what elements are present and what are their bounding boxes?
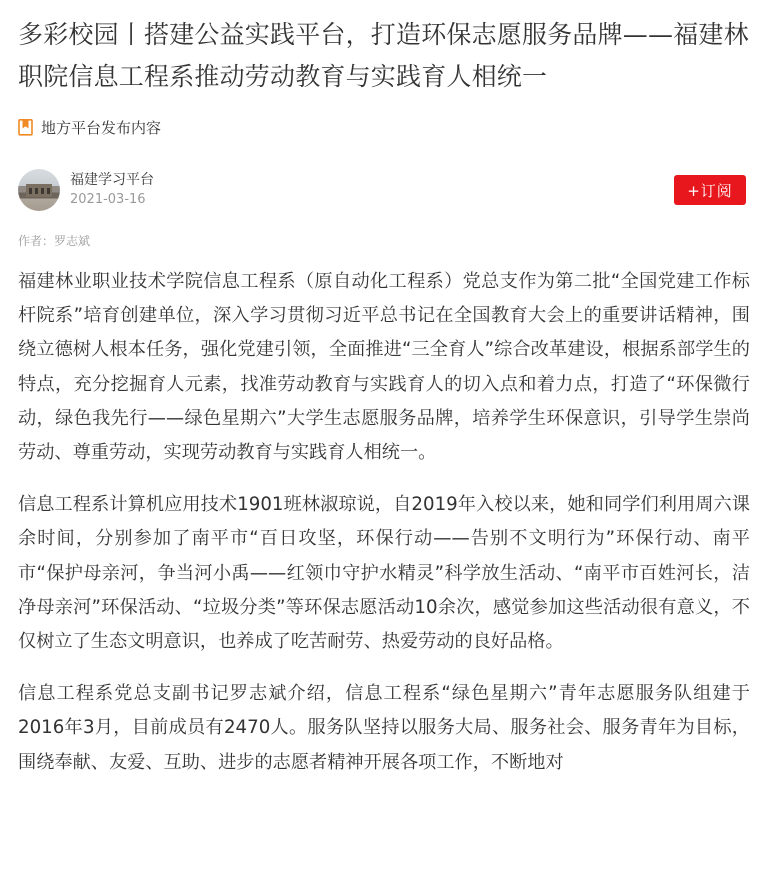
publisher-avatar[interactable] xyxy=(18,169,60,211)
article-paragraph: 福建林业职业技术学院信息工程系（原自动化工程系）党总支作为第二批“全国党建工作标杆院系”培育创建单位，深入学习贯彻习近平总书记在全国教育大会上的重要讲话精神，围绕立德树人根本任务，强化党建引领，全面推进“三全育人”综合改革建设，根据系部学生的特点，充分挖掘育人元素，找准劳动教育与实践育人的切入点和着力点，打造了“环保微行动，绿色我先行——绿色星期六”大学生志愿服务品牌，培养学生环保意识，引导学生崇尚劳动、尊重劳动，实现劳动教育与实践育人相统一。 xyxy=(18,271,750,464)
publish-date: 2021-03-16 xyxy=(70,192,146,207)
source-row xyxy=(18,116,750,138)
article-paragraph: 信息工程系党总支副书记罗志斌介绍，信息工程系“绿色星期六”青年志愿服务队组建于2016年3月，目前成员有2470人。服务队坚持以服务大局、服务社会、服务青年为目标，围绕奉献、友爱、互助、进步的志愿者精神开展各项工作，不断地对 xyxy=(18,683,750,773)
publisher-meta xyxy=(70,171,154,209)
source-label: 地方平台发布内容 xyxy=(41,118,162,137)
subscribe-button[interactable]: +订阅 xyxy=(674,175,746,205)
avatar-building xyxy=(26,184,52,197)
article-title: 多彩校园丨搭建公益实践平台，打造环保志愿服务品牌——福建林职院信息工程系推动劳动教育与实践育人相统一 xyxy=(18,20,749,91)
author-byline: 作者：罗志斌 xyxy=(18,234,91,248)
article-paragraph: 信息工程系计算机应用技术1901班林淑琼说，自2019年入校以来，她和同学们利用周六课余时间，分别参加了南平市“百日攻坚，环保行动——告别不文明行为”环保行动、南平市“保护母亲河，争当河小禹——红领巾守护水精灵”科学放生活动、“南平市百姓河长，洁净母亲河”环保活动、“垃圾分类”等环保志愿活动10余次，感觉参加这些活动很有意义，不仅树立了生态文明意识，也养成了吃苦耐劳、热爱劳动的良好品格。 xyxy=(18,494,750,653)
publisher-name[interactable]: 福建学习平台 xyxy=(70,172,154,188)
article-body xyxy=(18,265,750,780)
author-row xyxy=(18,168,750,212)
ribbon-badge-icon xyxy=(18,119,33,136)
